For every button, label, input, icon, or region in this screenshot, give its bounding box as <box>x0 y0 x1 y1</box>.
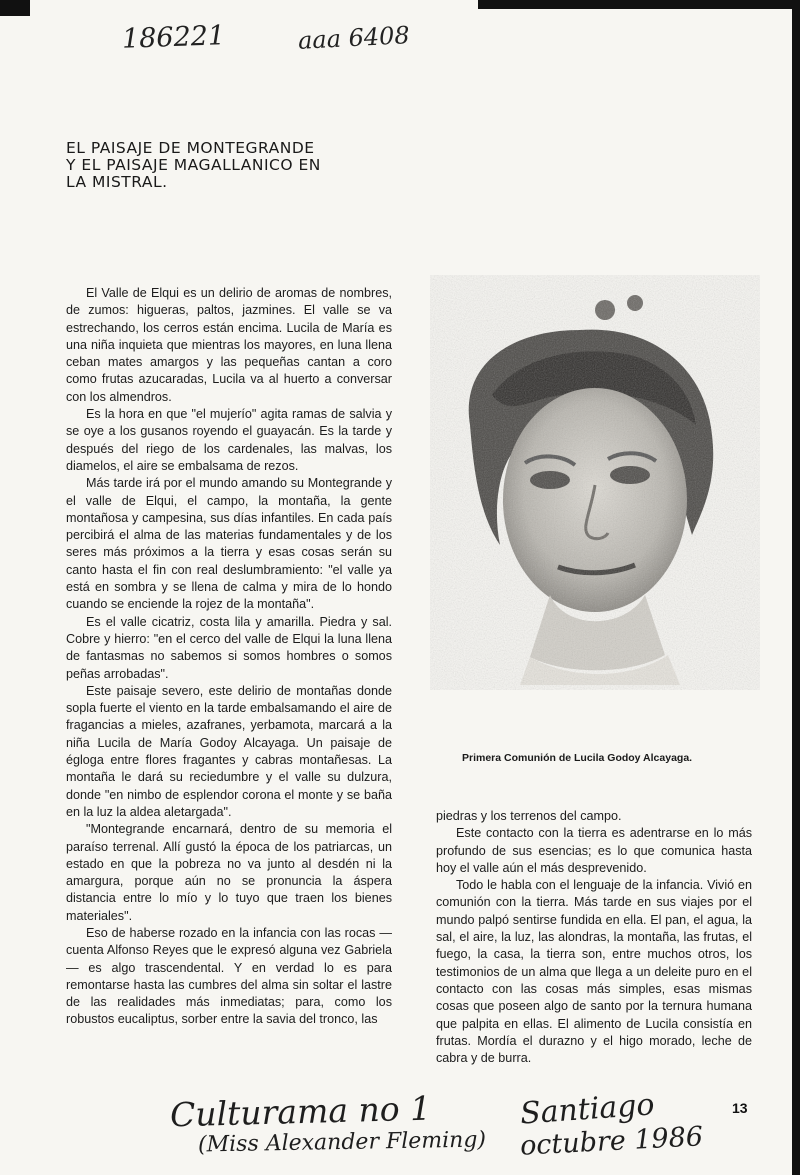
handwritten-reference: aaa 6408 <box>297 21 411 55</box>
paragraph: Es la hora en que "el mujerío" agita ramas de salvia y se oye a los gusanos royendo el guayacán. Es la tarde y después del riego de los cardenales, las malvas, los diamelos, el aire se embalsama de rezos. <box>66 407 392 473</box>
portrait-photo <box>430 275 760 690</box>
paragraph: "Montegrande encarnará, dentro de su memoria el paraíso terrenal. Allí gustó la época de los patriarcas, un estado en que la pobreza no va junto al desdén ni la amargura, porque aún no se pronuncia la áspera distancia entre lo mío y lo tuyo que traen los bienes materiales". <box>66 822 392 923</box>
paragraph: Más tarde irá por el mundo amando su Montegrande y el valle de Elqui, el campo, la montaña, la gente montañosa y campesina, sus días infantiles. En cada país percibirá el alma de las materias fundamentales y de los seres más próximos a la tierra y esas cosas serán su canto hasta el fin con real deslumbramiento: "el valle ya está en sombra y se llena de calma y mira de lo hondo cuando se enciende la rojez de la montaña". <box>66 476 392 612</box>
photo-caption: Primera Comunión de Lucila Godoy Alcayaga. <box>462 752 693 764</box>
article-title <box>66 140 396 191</box>
title-line: EL PAISAJE DE MONTEGRANDE <box>66 139 315 157</box>
scan-border-top-right <box>478 0 800 9</box>
portrait-illustration <box>430 275 760 690</box>
scan-border-top-left <box>0 0 30 16</box>
paragraph: Este contacto con la tierra es adentrarse en lo más profundo de sus esencias; es lo que comunica hasta hoy el valle aún el más desprevenido. <box>436 826 752 875</box>
handwritten-source: Culturama no 1 <box>169 1088 432 1135</box>
paragraph: Todo le habla con el lenguaje de la infancia. Vivió en comunión con la tierra. Más tarde en sus viajes por el mundo palpó sentirse fundida en ella. El pan, el agua, la sal, el aire, la luz, las alondras, la montaña, las frutas, el fuego, la casa, la tierra son, entre muchos otros, los testimonios de un alma que llega a un deleite puro en el contacto con las cosas más simples, esas mismas cosas que poseen algo de santo por la ternura humana que palpita en ellas. El alimento de Lucila consistía en frutas. Mordía el durazno y el higo morado, leche de cabra y de burra. <box>436 878 752 1066</box>
article-column-right <box>436 808 752 1067</box>
title-line: LA MISTRAL. <box>66 173 168 191</box>
article-column-left <box>66 285 392 1029</box>
handwritten-id-number: 186221 <box>121 20 226 55</box>
handwritten-city: Santiago <box>518 1087 656 1132</box>
paragraph: Este paisaje severo, este delirio de montañas donde sopla fuerte el viento en la tarde embalsamando el aire de fragancias a mieles, azafranes, yerbamota, marcará a la niña Lucila de María Godoy Alcayaga. Un paisaje de égloga entre flores fragantes y cabras montañesas. La montaña le dará su reciedumbre y el valle su dulzura, donde "en nimbo de esplendor corona el monte y se baña en la luz la aldea aletargada". <box>66 683 392 819</box>
paragraph: Es el valle cicatriz, costa lila y amarilla. Piedra y sal. Cobre y hierro: "en el cerco del valle de Elqui la luna llena de fantasmas no sabemos si somos hombres o somos peñas arrobadas". <box>66 614 392 681</box>
page-number: 13 <box>732 1100 748 1116</box>
title-line: Y EL PAISAJE MAGALLANICO EN <box>66 156 321 174</box>
scan-border-right <box>792 0 800 1175</box>
handwritten-source-detail: (Miss Alexander Fleming) <box>197 1127 487 1158</box>
paragraph: piedras y los terrenos del campo. <box>436 809 622 823</box>
paragraph: El Valle de Elqui es un delirio de aromas de nombres, de zumos: higueras, paltos, jazmines. El valle se va estrechando, los cerros están encima. Lucila de María es una niña inquieta que mientras los mayores, en luna llena ceban mates amargos y las pequeñas cantan a coro como frutas azucaradas, Lucila va al huerto a conversar con los almendros. <box>66 286 392 404</box>
handwritten-date: octubre 1986 <box>519 1121 704 1162</box>
paragraph: Eso de haberse rozado en la infancia con las rocas —cuenta Alfonso Reyes que le expresó alguna vez Gabriela— es algo trascendental. Y en verdad lo es para remontarse hasta las cumbres del alma sin soltar el lastre de las realidades más inmediatas; para, como los robustos eucaliptus, sorber entre la savia del tronco, las <box>66 925 392 1027</box>
